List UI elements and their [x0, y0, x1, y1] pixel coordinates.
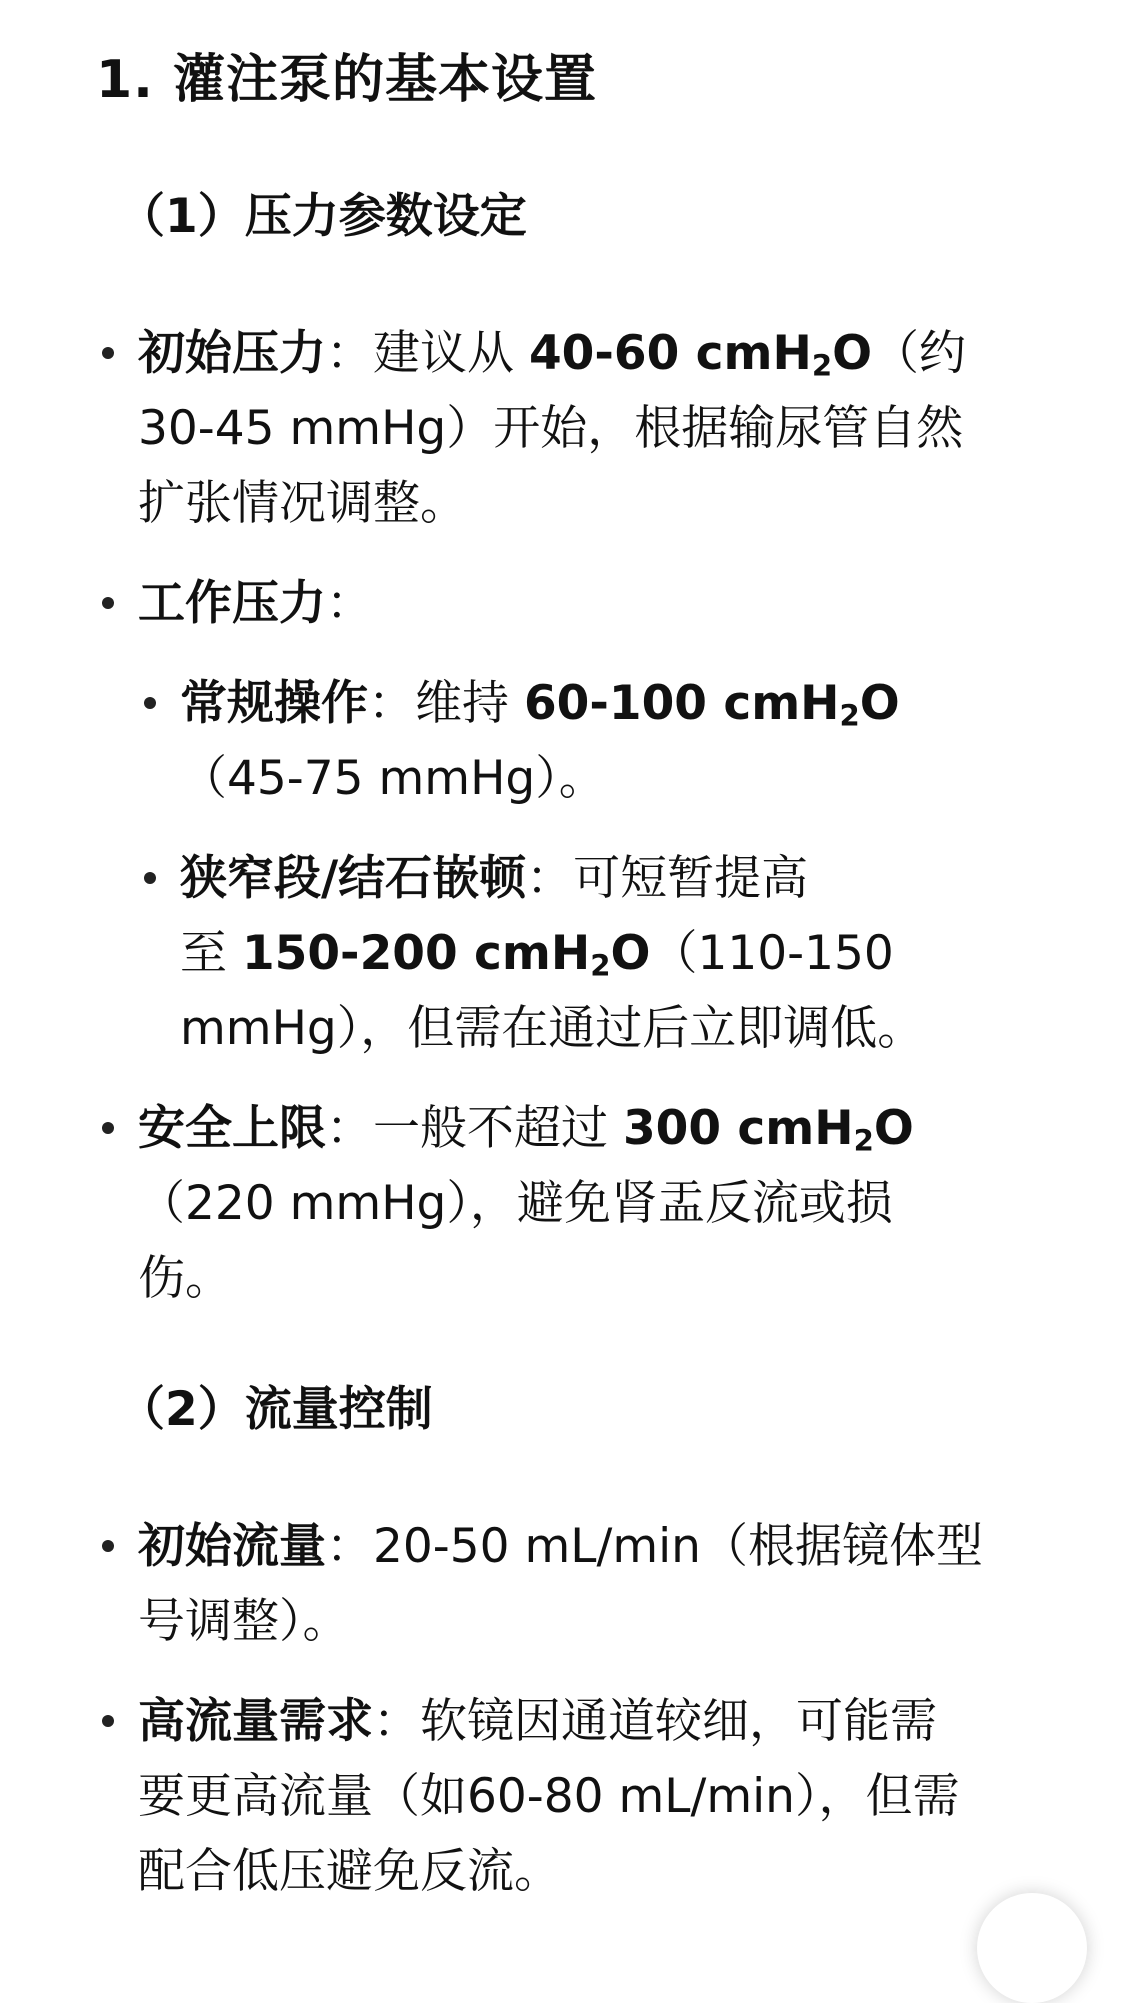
item-line: mmHg），但需在通过后立即调低。 [180, 1001, 925, 1056]
item-line: 配合低压避免反流。 [138, 1844, 561, 1899]
list-item-initial-flow [138, 1509, 1088, 1659]
item-line [138, 1684, 1088, 1759]
subsection-title-pressure: （1）压力参数设定 [118, 189, 527, 244]
item-label: 常规操作 [180, 676, 368, 731]
item-text: 建议从 [373, 326, 529, 381]
item-line [180, 666, 1080, 741]
item-text: 可短暂提高 [573, 851, 809, 906]
bullet-icon [102, 1540, 114, 1552]
item-separator: ： [326, 326, 373, 381]
subsection-title-flow: （2）流量控制 [118, 1382, 433, 1437]
item-label: 安全上限 [138, 1101, 326, 1156]
item-text: 至 [180, 926, 242, 981]
list-item-working-pressure [138, 566, 1068, 641]
item-label: 狭窄段/结石嵌顿 [180, 851, 527, 906]
item-separator: ： [373, 1694, 420, 1749]
item-label: 高流量需求 [138, 1694, 373, 1749]
item-text: （110-150 [650, 926, 894, 981]
item-label: 初始流量 [138, 1519, 326, 1574]
item-line [180, 841, 1080, 916]
list-item-high-flow [138, 1684, 1088, 1909]
item-separator: ： [326, 1519, 373, 1574]
item-line: （220 mmHg），避免肾盂反流或损 [138, 1176, 893, 1231]
item-line: 30-45 mmHg）开始，根据输尿管自然 [138, 401, 964, 456]
item-value: 60-100 cmH$_2$O [523, 676, 900, 733]
item-line [138, 1091, 1068, 1166]
item-text: 20-50 mL/min（根据镜体型 [373, 1519, 983, 1574]
item-value: 150-200 cmH$_2$O [241, 926, 651, 983]
bullet-icon [144, 697, 156, 709]
list-item-safety-limit [138, 1091, 1068, 1316]
item-line [138, 566, 1068, 641]
scroll-to-bottom-button[interactable] [977, 1893, 1087, 2003]
item-text: 软镜因通道较细，可能需 [420, 1694, 937, 1749]
item-value: 300 cmH$_2$O [622, 1101, 914, 1158]
item-value: 40-60 cmH$_2$O [528, 326, 873, 383]
item-line: （45-75 mmHg）。 [180, 751, 606, 806]
bullet-icon [102, 347, 114, 359]
item-separator: ： [368, 676, 415, 731]
item-text: （约 [872, 326, 967, 381]
bullet-icon [102, 1122, 114, 1134]
item-line [138, 316, 1068, 391]
list-item-initial-pressure [138, 316, 1068, 541]
section-title: 1. 灌注泵的基本设置 [96, 50, 598, 110]
bullet-icon [144, 872, 156, 884]
item-text: 一般不超过 [373, 1101, 623, 1156]
item-line: 伤。 [138, 1251, 232, 1306]
item-separator: ： [326, 1101, 373, 1156]
item-line: 要更高流量（如60-80 mL/min），但需 [138, 1769, 960, 1824]
list-item-stricture [180, 841, 1080, 1066]
item-text: 维持 [415, 676, 524, 731]
item-separator: ： [526, 851, 574, 906]
item-line: 扩张情况调整。 [138, 476, 467, 531]
list-item-routine-operation [180, 666, 1080, 816]
item-label: 工作压力 [138, 576, 326, 631]
item-separator: ： [326, 576, 373, 631]
item-label: 初始压力 [138, 326, 326, 381]
item-line: 号调整）。 [138, 1594, 350, 1649]
item-line [138, 1509, 1088, 1584]
item-line [180, 916, 1080, 991]
bullet-icon [102, 597, 114, 609]
bullet-icon [102, 1715, 114, 1727]
